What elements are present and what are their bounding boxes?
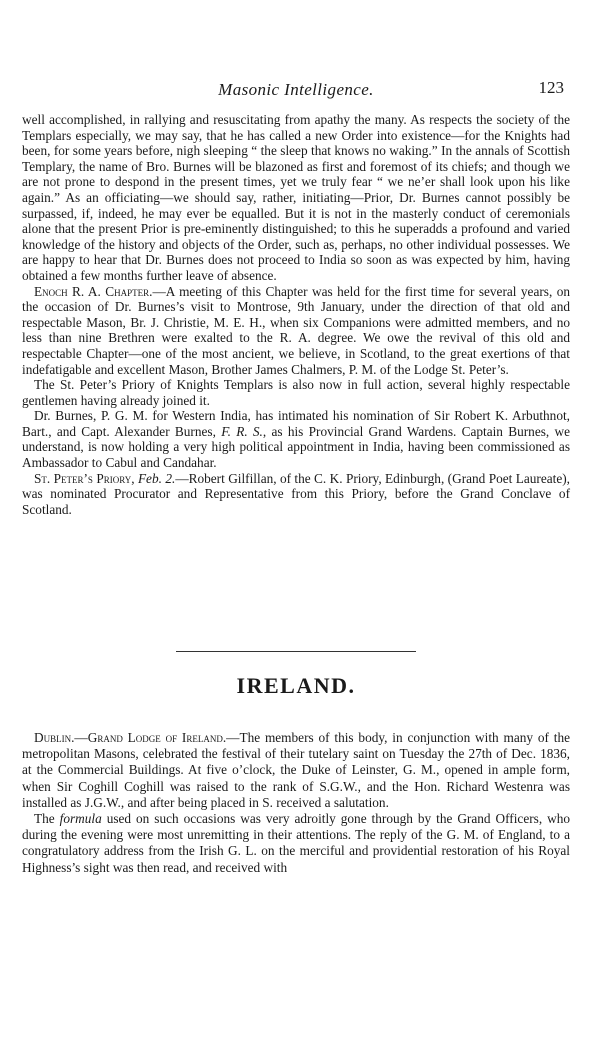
scotland-section-text [22,112,570,517]
paragraph-lead-priory: St. Peter’s Priory, [34,470,135,486]
paragraph-body-enoch: —A meeting of this Chapter was held for the first time for several years, on the occasion of Dr. Burnes’s visit to Montrose, 9th January, under the direction of that old and respectable Mason, Br. J. Christie, M. E. H., when six Companions were admitted members, and no less than nine Brethren were exalted to the R. A. degree. We owe the revival of this old and respectable Chapter—one of the most ancient, we believe, in Scotland, to the great exertions of that indefatigable and excellent Mason, Brother James Chalmers, P. M. of the Lodge St. Peter’s. [22,283,570,377]
paragraph-wardens-part-b: , as his Provincial Grand Wardens. Captain Burnes, we understand, is now holding a very high political appointment in India, having been commissioned as Ambassador to Cabul and Candahar. [22,423,570,471]
frs-abbreviation: F. R. S. [221,423,263,439]
formula-word: formula [59,811,102,827]
paragraph-wardens-part-a: Dr. Burnes, P. G. M. for Western India, has intimated his nomination of Sir Robert K. Arbuthnot, Bart., and Capt. Alexander Burnes, [22,408,570,439]
paragraph-formula-part-a: The [34,811,60,827]
paragraph-lead-enoch: Enoch R. A. Chapter. [34,283,153,299]
paragraph-grand-lodge-ireland [22,730,570,811]
paragraph-enoch-chapter [22,284,570,378]
paragraph-lead-dublin: Dublin.—Grand Lodge of Ireland. [34,730,227,745]
journal-page [22,0,570,1043]
paragraph-grand-wardens [22,408,570,470]
paragraph-date-priory: Feb. 2. [137,470,176,486]
paragraph-formula-part-b: used on such occasions was very adroitly gone through by the Grand Officers, who during the evening were most unremitting in their attentions. The reply of the G. M. of England, to a congratulatory address from the Irish G. L. on the merciful and providential restoration of his Royal Highness’s sight was then read, and received with [22,811,570,875]
paragraph-burnes-tribute: well accomplished, in rallying and resuscitating from apathy the many. As respects the society of the Templars especially, we may say, that he has called a new Order into existence—for the Knights had been, for some years before, nigh sleeping “ the sleep that knows no waking.” In the annals of Scottish Templary, the name of Bro. Burnes will be blazoned as first and foremost of its chiefs; and though we are not prone to despond in the present times, yet we truly fear “ we ne’er shall look upon his like again.” As an officiating—we should say, rather, initiating—Prior, Dr. Burnes cannot possibly be surpassed, if, indeed, he may ever be equalled. But it is not in the masterly conduct of ceremonials alone that the present Prior is pre-eminently distinguished; to this he superadds a profound and varied knowledge of the history and objects of the Order, such as, perhaps, no other individual possesses. We are happy to hear that Dr. Burnes does not proceed to India so soon as was expected by him, having obtained a few months further leave of absence. [22,112,570,283]
page-number: 123 [538,78,564,97]
running-head [22,80,570,104]
paragraph-st-peters-priory-action: The St. Peter’s Priory of Knights Templars is also now in full action, several highly respectable gentlemen having already joined it. [22,377,570,408]
paragraph-body-priory: —Robert Gilfillan, of the C. K. Priory, Edinburgh, (Grand Poet Laureate), was nominated Procurator and Representative from this Priory, before the Grand Conclave of Scotland. [22,470,570,517]
section-divider [176,651,416,652]
paragraph-formula [22,811,570,876]
paragraph-st-peters-priory-feb [22,471,570,518]
ireland-section-text [22,730,570,876]
running-title: Masonic Intelligence. [218,80,374,99]
section-heading-ireland: IRELAND. [236,673,356,698]
paragraph-body-dublin: —The members of this body, in conjunction with many of the metropolitan Masons, celebrated the festival of their tutelary saint on Tuesday the 27th of Dec. 1836, at the Commercial Buildings. At five o’clock, the Duke of Leinster, G. M., opened in ample form, when Sir Coghill Coghill was raised to the rank of S.G.W., and the Hon. Richard Westenra was installed as J.G.W., and after being placed in S. received a salutation. [22,730,570,810]
